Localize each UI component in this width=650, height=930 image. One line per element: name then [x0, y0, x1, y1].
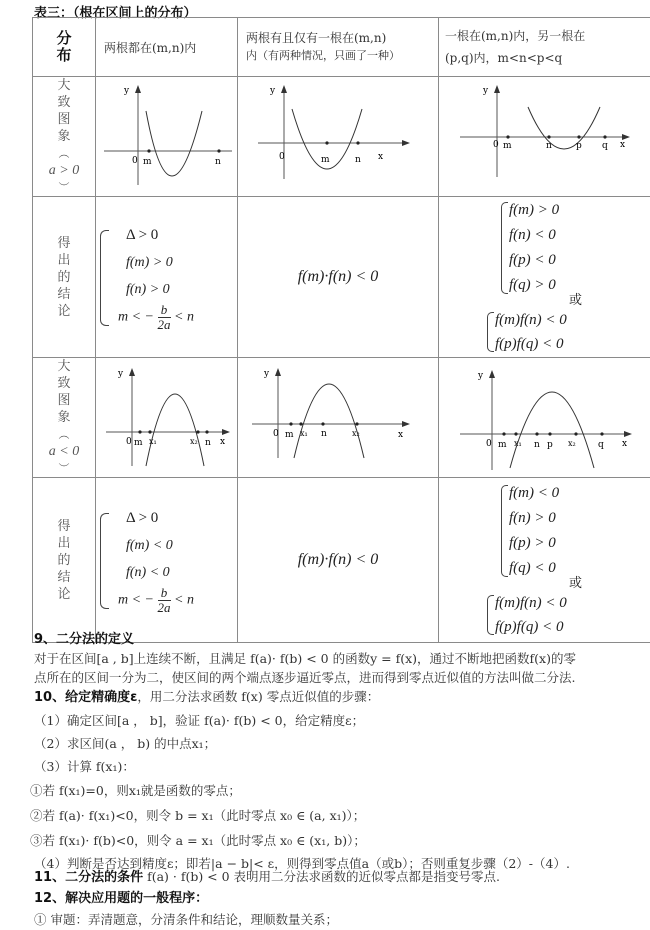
svg-text:q: q	[601, 140, 608, 151]
condition: f(m) < 0	[509, 485, 560, 501]
header-line: (p,q)内，m<n<p<q	[445, 51, 563, 65]
section-11-12	[34, 866, 634, 930]
svg-text:x: x	[621, 438, 627, 449]
svg-text:n: n	[204, 437, 211, 448]
svg-text:p: p	[546, 439, 553, 450]
svg-text:n: n	[214, 156, 221, 167]
svg-text:y: y	[482, 85, 488, 96]
conclusion-row-a-negative	[33, 478, 650, 643]
conclusion-systems	[439, 197, 650, 358]
svg-text:m: m	[497, 439, 507, 450]
svg-text:x₁: x₁	[300, 428, 308, 438]
parabola-graph	[102, 81, 232, 193]
header-roots-in-two-intervals	[439, 18, 650, 77]
brace-icon	[487, 595, 494, 635]
header-line: 两根有且仅有一根在(m,n)	[246, 31, 387, 45]
svg-text:0: 0	[125, 436, 132, 447]
conclusion-row-a-positive	[33, 197, 650, 358]
condition: f(n) < 0	[126, 565, 170, 580]
label-char: 致	[57, 95, 71, 110]
brace-icon	[100, 230, 109, 326]
conclusion-system	[96, 197, 238, 358]
row-label-graph: 大 致 图 象 ︵ a > 0 ︶	[33, 77, 96, 197]
table-header-row	[33, 18, 650, 77]
condition: f(m)f(n) < 0	[495, 595, 567, 611]
step-item: （2）求区间(a ， b) 的中点x₁；	[34, 736, 217, 751]
condition: f(n) > 0	[126, 282, 170, 297]
brace-icon	[501, 202, 508, 294]
header-char: 分	[56, 29, 72, 47]
label-char: 得	[57, 518, 71, 534]
svg-text:x₂: x₂	[189, 436, 198, 446]
graph-cell	[96, 77, 238, 197]
condition: f(p)f(q) < 0	[495, 619, 564, 635]
paragraph: 点所在的区间一分为二，使区间的两个端点逐步逼近零点，进而得到零点近似值的方法叫做二分法.	[34, 670, 576, 685]
step-item: ②若 f(a)· f(x₁)<0，则令 b = x₁（此时零点 x₀ ∈ (a, x₁)）；	[30, 808, 366, 823]
svg-text:0: 0	[485, 438, 492, 449]
section-heading: 11、二分法的条件	[34, 870, 144, 885]
table-title: 表三：（根在区间上的分布）	[34, 6, 197, 21]
condition: f(q) > 0	[509, 277, 556, 293]
svg-text:x: x	[619, 139, 625, 150]
svg-text:m: m	[285, 429, 294, 440]
header-both-roots-in: 两根都在(m,n)内	[96, 18, 238, 77]
label-char: 得	[57, 235, 71, 251]
svg-text:y: y	[123, 85, 129, 96]
svg-text:0: 0	[131, 155, 138, 166]
row-label-conclusion	[33, 478, 96, 643]
conclusion-product: f(m)·f(n) < 0	[238, 478, 439, 643]
header-char: 布	[56, 46, 72, 64]
svg-text:y: y	[477, 370, 483, 381]
label-char: 结	[57, 286, 71, 302]
step-item: ①若 f(x₁)=0，则x₁就是函数的零点；	[30, 783, 241, 798]
label-condition: a > 0	[48, 163, 80, 178]
svg-text:y: y	[264, 368, 270, 379]
svg-text:m: m	[142, 156, 152, 167]
parabola-graph	[450, 81, 640, 193]
conclusion-systems	[439, 478, 650, 643]
label-char: 致	[57, 376, 71, 391]
condition: m < − $\frac{b}{2a}$ < n	[118, 585, 194, 615]
section-9	[34, 630, 634, 687]
svg-text:n: n	[533, 439, 540, 450]
step-item: （1）确定区间[a ， b]，验证 f(a)· f(b) < 0，给定精度ε；	[34, 713, 365, 728]
parabola-graph	[248, 81, 428, 193]
svg-text:x: x	[378, 151, 384, 162]
label-char: 出	[57, 252, 71, 268]
parabola-graph	[248, 362, 428, 474]
label-char: 图	[57, 393, 71, 408]
header-distribution	[33, 18, 96, 77]
row-label-graph: 大 致 图 象 ︵ a < 0 ︶	[33, 358, 96, 478]
svg-text:x₁: x₁	[513, 438, 522, 448]
condition: f(n) > 0	[509, 510, 556, 526]
svg-text:y: y	[270, 85, 276, 96]
label-char: 出	[57, 535, 71, 551]
brace-icon	[487, 312, 494, 352]
parabola-graph	[102, 362, 232, 474]
section-heading: 12、解决应用题的一般程序：	[34, 891, 209, 906]
svg-text:n: n	[545, 140, 552, 151]
conclusion-product: f(m)·f(n) < 0	[238, 197, 439, 358]
step-item: （3）计算 f(x₁)：	[34, 759, 135, 774]
header-one-root-in	[238, 18, 439, 77]
condition: f(m) > 0	[126, 255, 173, 270]
label-char: 的	[57, 269, 71, 285]
condition: f(m)f(n) < 0	[495, 312, 567, 328]
step-item: （4）判断是否达到精度ε；即若|a − b|< ε，则得到零点值a（或b）；否则重复步骤（2）-（4）.	[34, 856, 570, 871]
step-item: ③若 f(x₁)· f(b)<0，则令 a = x₁（此时零点 x₀ ∈ (x₁, b)）；	[30, 833, 366, 848]
brace-icon	[100, 513, 109, 609]
graph-row-a-negative	[33, 358, 650, 478]
list-item: ① 审题：弄清题意，分清条件和结论，理顺数量关系；	[34, 912, 338, 927]
condition: Δ > 0	[126, 510, 159, 526]
graph-cell	[238, 77, 439, 197]
svg-text:0: 0	[273, 428, 279, 439]
svg-text:x₂: x₂	[352, 428, 360, 438]
condition: f(p) < 0	[509, 252, 556, 268]
svg-text:m: m	[502, 140, 512, 151]
label-char: 结	[57, 569, 71, 585]
condition: f(p)f(q) < 0	[495, 336, 564, 352]
root-distribution-table	[32, 17, 650, 643]
header-line: 内（有两种情况，只画了一种）	[246, 49, 400, 62]
label-char: 象	[57, 129, 71, 144]
section-heading: 9、二分法的定义	[34, 632, 135, 647]
graph-cell	[439, 77, 650, 197]
brace-icon	[501, 485, 508, 577]
svg-text:n: n	[355, 154, 361, 165]
section-heading: 10、给定精确度ε	[34, 690, 138, 705]
svg-text:0: 0	[492, 139, 499, 150]
label-char: 图	[57, 112, 71, 127]
label-char: 论	[57, 586, 71, 602]
condition: m < − $\frac{b}{2a}$ < n	[118, 302, 194, 332]
header-line: 一根在(m,n)内，另一根在	[445, 29, 586, 43]
section-10	[30, 687, 634, 875]
label-condition: a < 0	[48, 444, 80, 459]
svg-text:p: p	[575, 140, 582, 151]
svg-text:0: 0	[279, 151, 285, 162]
condition: f(m) < 0	[126, 538, 173, 553]
conclusion-system	[96, 478, 238, 643]
label-char: 大	[57, 359, 71, 374]
label-char: 大	[57, 78, 71, 93]
svg-text:x₁: x₁	[148, 436, 157, 446]
condition: f(n) < 0	[509, 227, 556, 243]
svg-text:n: n	[321, 428, 327, 439]
svg-text:y: y	[117, 368, 123, 379]
parabola-graph	[450, 362, 640, 474]
label-char: 象	[57, 410, 71, 425]
svg-text:x: x	[219, 436, 225, 447]
graph-cell	[96, 358, 238, 478]
condition: f(p) > 0	[509, 535, 556, 551]
condition: f(q) < 0	[509, 560, 556, 576]
svg-text:x₂: x₂	[567, 438, 576, 448]
paragraph: ，用二分法求函数 f(x) 零点近似值的步骤：	[137, 689, 380, 704]
or-label: 或	[569, 293, 583, 308]
graph-cell	[439, 358, 650, 478]
label-char: 论	[57, 303, 71, 319]
condition: Δ > 0	[126, 227, 159, 243]
or-label: 或	[569, 576, 583, 591]
graph-row-a-positive	[33, 77, 650, 197]
label-char: 的	[57, 552, 71, 568]
svg-text:q: q	[597, 439, 604, 450]
condition: f(m) > 0	[509, 202, 560, 218]
svg-text:m: m	[321, 154, 330, 165]
paragraph: f(a) · f(b) < 0 表明用二分法求函数的近似零点都是指变号零点.	[143, 869, 501, 884]
graph-cell	[238, 358, 439, 478]
row-label-conclusion	[33, 197, 96, 358]
svg-text:m: m	[133, 437, 143, 448]
paragraph: 对于在区间[a , b]上连续不断，且满足 f(a)· f(b) < 0 的函数y = f(x)，通过不断地把函数f(x)的零	[34, 651, 576, 666]
svg-text:x: x	[398, 429, 404, 440]
